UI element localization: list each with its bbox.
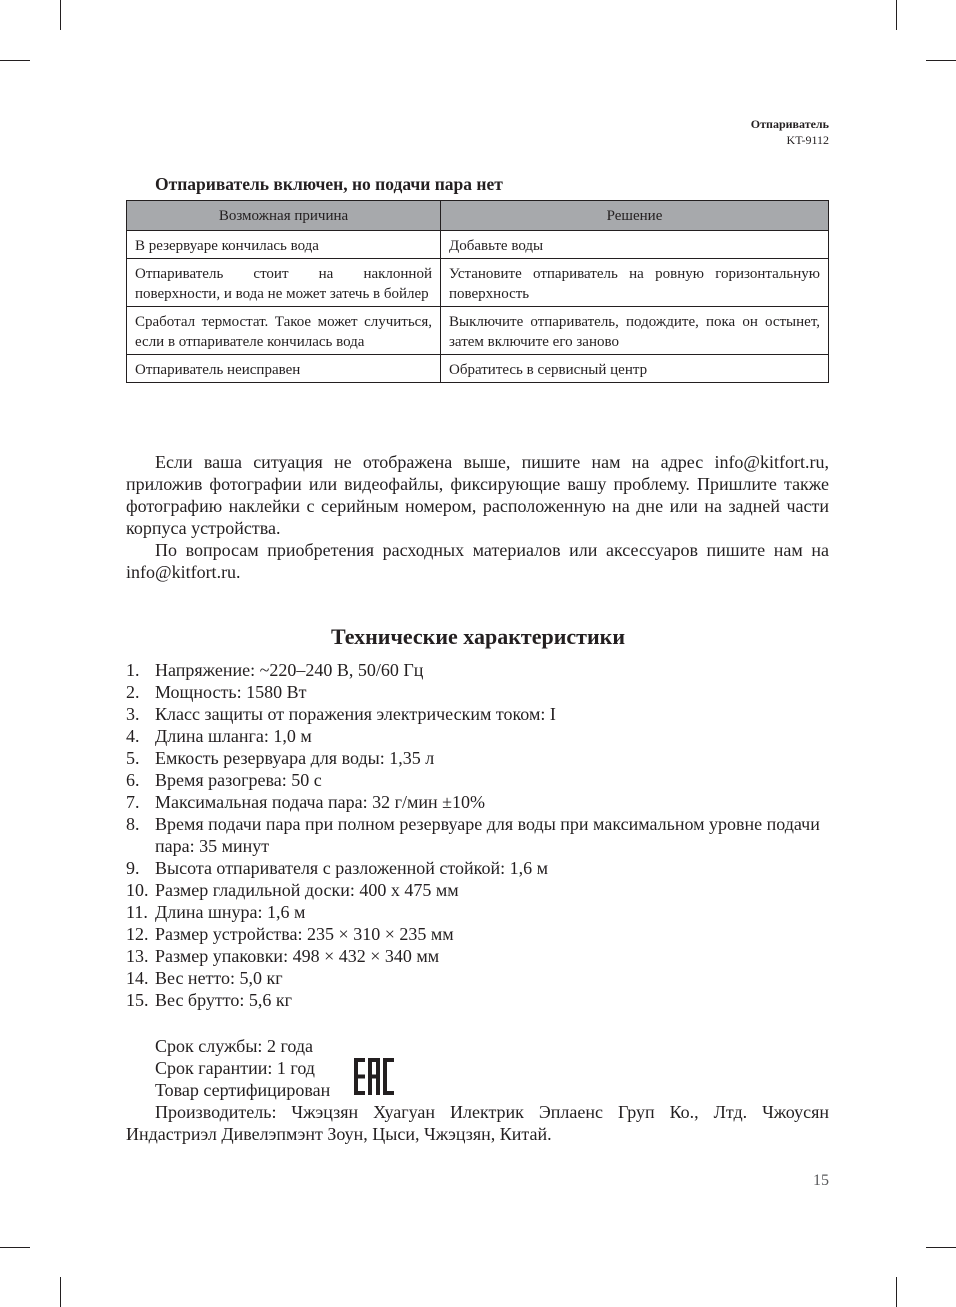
cause-cell: Отпариватель неисправен bbox=[127, 355, 441, 383]
specs-title: Технические характеристики bbox=[330, 624, 626, 649]
column-header-solution: Решение bbox=[441, 201, 829, 231]
list-item: 14. Вес нетто: 5,0 кг bbox=[126, 968, 283, 988]
contact-paragraph bbox=[126, 451, 829, 539]
crop-mark bbox=[896, 0, 897, 30]
eac-mark-icon bbox=[354, 1058, 394, 1095]
table-header-row bbox=[127, 201, 829, 231]
service-life: Срок службы: 2 года bbox=[155, 1036, 314, 1056]
crop-mark bbox=[60, 0, 61, 30]
manufacturer-text: Производитель: Чжэцзян Хуагуан Илектрик Эплаенс Груп Ко., Лтд. Чжоусян Индастриэл Дивелэпмэнт Зоун, Цыси, Чжэцзян, Китай. bbox=[126, 1102, 829, 1144]
list-item: 15. Вес брутто: 5,6 кг bbox=[126, 990, 292, 1010]
cause-cell: Сработал термостат. Такое может случиться, если в отпаривателе кончилась вода bbox=[127, 307, 441, 355]
page-number: 15 bbox=[813, 1172, 829, 1189]
specs-list bbox=[126, 659, 829, 1011]
crop-mark bbox=[926, 1247, 956, 1248]
solution-cell: Добавьте воды bbox=[441, 231, 829, 259]
solution-cell: Выключите отпариватель, подождите, пока он остынет, затем включите его заново bbox=[441, 307, 829, 355]
accessories-paragraph-text: По вопросам приобретения расходных материалов или аксессуаров пишите нам на info@kitfort.ru. bbox=[126, 540, 829, 582]
list-item: 2. Мощность: 1580 Вт bbox=[126, 682, 307, 702]
contact-paragraph-text: Если ваша ситуация не отображена выше, пишите нам на адрес info@kitfort.ru, приложив фотографии или видеофайлы, фиксирующие вашу проблему. Пришлите также фотографию наклейки с серийным номером, расположенную на дне или на задней части корпуса устройства. bbox=[126, 452, 829, 538]
header-product: Отпариватель bbox=[750, 117, 829, 131]
crop-mark bbox=[896, 1277, 897, 1307]
cause-cell: В резервуаре кончилась вода bbox=[127, 231, 441, 259]
list-item: 10. Размер гладильной доски: 400 х 475 мм bbox=[126, 880, 459, 900]
column-header-cause: Возможная причина bbox=[127, 201, 441, 231]
solution-cell: Обратитесь в сервисный центр bbox=[441, 355, 829, 383]
accessories-paragraph bbox=[126, 539, 829, 583]
crop-mark bbox=[60, 1277, 61, 1307]
list-item: 11. Длина шнура: 1,6 м bbox=[126, 902, 306, 922]
crop-mark bbox=[0, 60, 30, 61]
troubleshooting-table bbox=[126, 200, 829, 383]
certified: Товар сертифицирован bbox=[155, 1080, 331, 1100]
list-item: 8. Время подачи пара при полном резервуаре для воды при максимальном уровне подачи пара: 35 минут bbox=[126, 814, 820, 856]
manufacturer-paragraph bbox=[126, 1101, 829, 1145]
troubleshooting-title: Отпариватель включен, но подачи пара нет bbox=[155, 174, 503, 194]
warranty: Срок гарантии: 1 год bbox=[155, 1058, 315, 1078]
list-item: 4. Длина шланга: 1,0 м bbox=[126, 726, 312, 746]
list-item: 13. Размер упаковки: 498 × 432 × 340 мм bbox=[126, 946, 440, 966]
list-item: 6. Время разогрева: 50 с bbox=[126, 770, 322, 790]
header-model: KT-9112 bbox=[786, 133, 829, 147]
crop-mark bbox=[926, 60, 956, 61]
list-item: 1. Напряжение: ~220–240 В, 50/60 Гц bbox=[126, 660, 424, 680]
list-item: 5. Емкость резервуара для воды: 1,35 л bbox=[126, 748, 435, 768]
table-row bbox=[127, 307, 829, 355]
crop-mark bbox=[0, 1247, 30, 1248]
cause-cell: Отпариватель стоит на наклонной поверхности, и вода не может затечь в бойлер bbox=[127, 259, 441, 307]
table-row bbox=[127, 355, 829, 383]
solution-cell: Установите отпариватель на ровную горизонтальную поверхность bbox=[441, 259, 829, 307]
list-item: 9. Высота отпаривателя с разложенной стойкой: 1,6 м bbox=[126, 858, 549, 878]
table-row bbox=[127, 259, 829, 307]
list-item: 3. Класс защиты от поражения электрическим током: I bbox=[126, 704, 556, 724]
table-row bbox=[127, 231, 829, 259]
list-item: 7. Максимальная подача пара: 32 г/мин ±10% bbox=[126, 792, 486, 812]
page-header bbox=[751, 116, 829, 148]
list-item: 12. Размер устройства: 235 × 310 × 235 мм bbox=[126, 924, 454, 944]
